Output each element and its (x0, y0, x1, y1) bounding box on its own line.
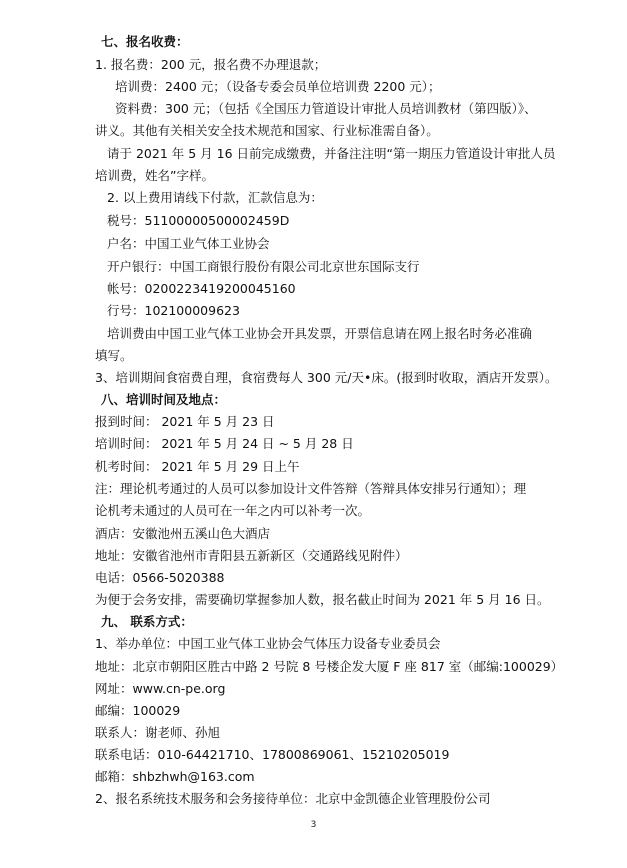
postcode: 邮编：100029 (95, 703, 181, 718)
exam-note: 注：理论机考通过的人员可以参加设计文件答辩（答辩具体安排另行通知）；理 (95, 481, 527, 496)
account-number: 帐号：0200223419200045160 (107, 281, 296, 296)
registration-time: 报到时间： 2021 年 5 月 23 日 (95, 414, 275, 429)
section9-heading: 九、 联系方式： (101, 614, 193, 629)
invoice-note-cont: 填写。 (95, 348, 133, 363)
training-fee: 培训费：2400 元；（设备专委会员单位培训费 2200 元）； (115, 79, 441, 94)
payment-deadline: 请于 2021 年 5 月 16 日前完成缴费，并备注注明“第一期压力管道设计审批人员 (107, 146, 556, 161)
bank-name: 开户银行：中国工商银行股份有限公司北京世东国际支行 (107, 259, 420, 274)
tax-id: 税号：51100000500002459D (107, 213, 290, 228)
contact-person: 联系人：谢老师、孙旭 (95, 725, 221, 740)
organizer-address: 地址：北京市朝阳区胜古中路 2 号院 8 号楼企发大厦 F 座 817 室（邮编:100029） (95, 659, 564, 674)
tech-service-unit: 2、报名系统技术服务和会务接待单位：北京中金凯德企业管理股份公司 (95, 791, 491, 806)
hotel-address: 地址：安徽省池州市青阳县五新新区（交通路线见附件） (95, 548, 408, 563)
exam-note-cont: 论机考未通过的人员可在一年之内可以补考一次。 (95, 503, 371, 518)
registration-fee: 1. 报名费：200 元，报名费不办理退款； (95, 57, 327, 72)
accommodation-fee: 3、培训期间食宿费自理，食宿费每人 300 元/天•床。(报到时收取，酒店开发票）。 (95, 370, 558, 385)
hotel-phone: 电话：0566-5020388 (95, 570, 225, 585)
account-name: 户名：中国工业气体工业协会 (107, 236, 270, 251)
hotel: 酒店：安徽池州五溪山色大酒店 (95, 526, 271, 541)
contact-email: 邮箱：shbzhwh@163.com (95, 769, 255, 784)
payment-deadline-cont: 培训费，姓名”字样。 (95, 168, 214, 183)
section7-heading: 七、报名收费： (101, 34, 189, 49)
organizer: 1、举办单位：中国工业气体工业协会气体压力设备专业委员会 (95, 636, 441, 651)
payment-method: 2. 以上费用请线下付款，汇款信息为： (107, 190, 323, 205)
material-fee: 资料费：300 元；（包括《全国压力管道设计审批人员培训教材（第四版）》、 (115, 101, 537, 116)
page-number: 3 (310, 820, 317, 830)
contact-phones: 联系电话：010-64421710、17800869061、15210205019 (95, 747, 450, 762)
website: 网址：www.cn-pe.org (95, 681, 226, 696)
registration-deadline: 为便于会务安排，需要确切掌握参加人数，报名截止时间为 2021 年 5 月 16 日。 (95, 592, 550, 607)
section8-heading: 八、培训时间及地点： (101, 392, 227, 407)
material-fee-cont: 讲义。其他有关相关安全技术规范和国家、行业标准需自备）。 (95, 123, 439, 138)
exam-time: 机考时间： 2021 年 5 月 29 日上午 (95, 459, 300, 474)
bank-code: 行号：102100009623 (107, 303, 240, 318)
training-time: 培训时间： 2021 年 5 月 24 日 ~ 5 月 28 日 (95, 436, 354, 451)
invoice-note: 培训费由中国工业气体工业协会开具发票，开票信息请在网上报名时务必准确 (107, 326, 533, 341)
